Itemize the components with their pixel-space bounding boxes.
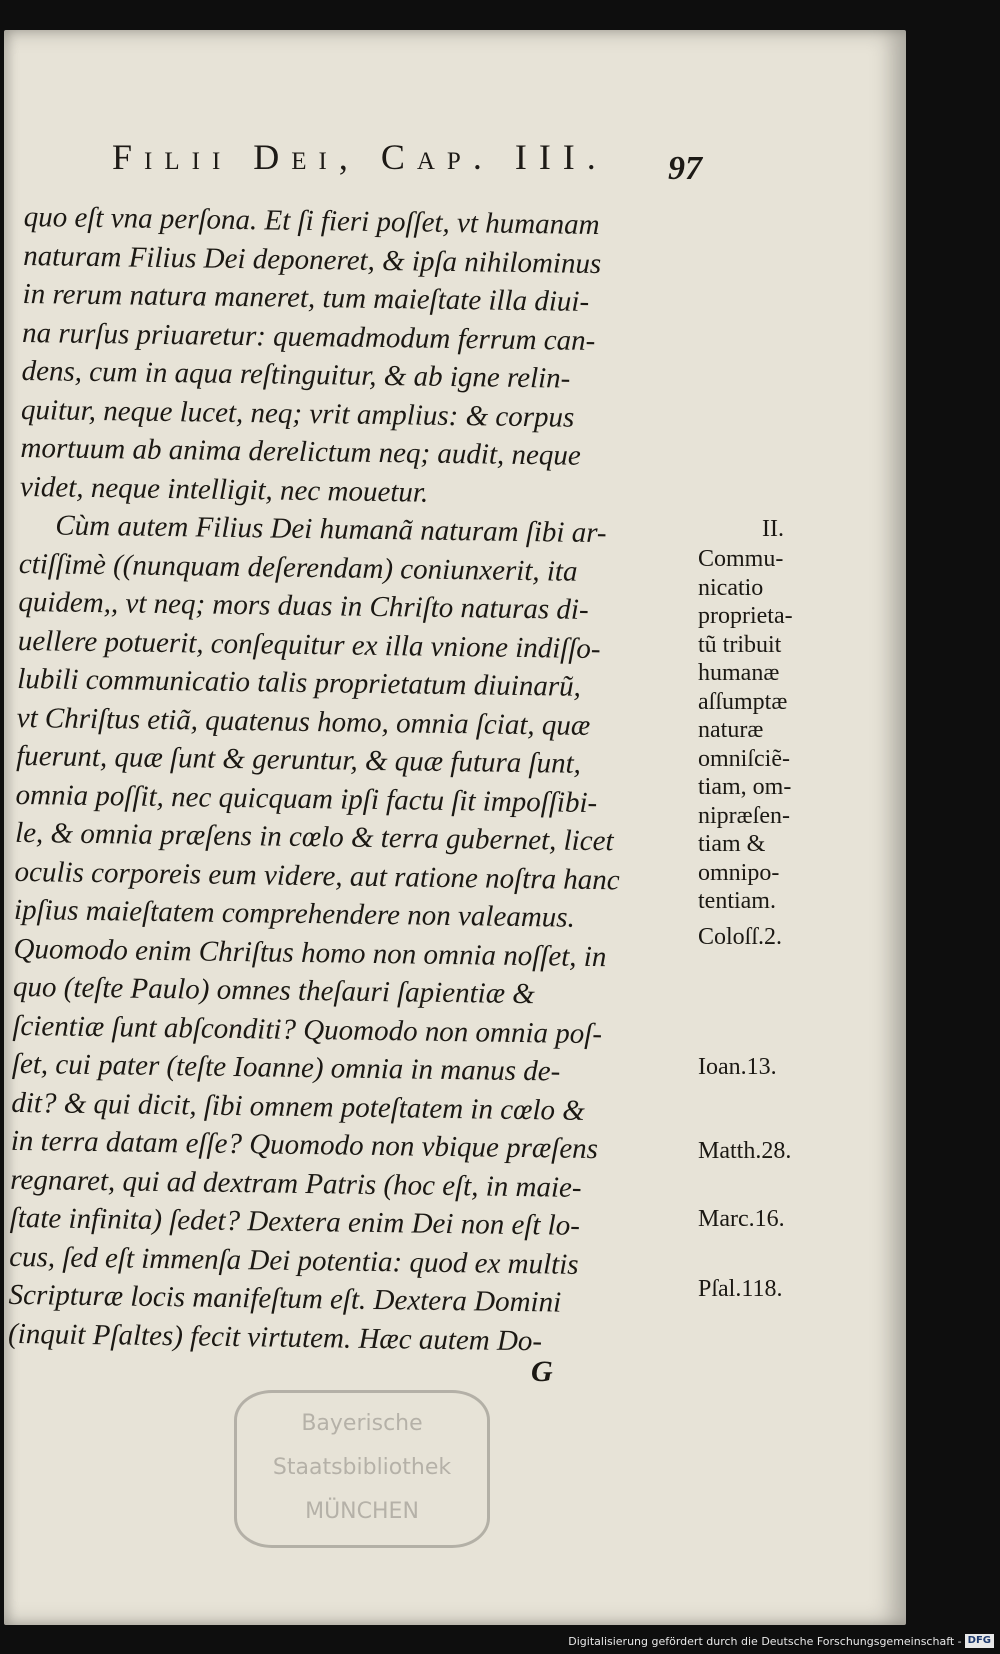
text-line: oculis corporeis eum videre, aut ratione noſtra hanc (14, 855, 620, 896)
margin-line: tiam & (698, 831, 766, 857)
text-line: lubili communicatio talis proprietatum diuinarũ, (17, 662, 582, 703)
margin-line: Commu- (698, 546, 784, 572)
margin-line: humanæ (698, 660, 780, 686)
dfg-logo-icon: DFG (965, 1634, 994, 1648)
signature-mark: G (531, 1355, 553, 1388)
margin-reference: Coloſſ.2. (698, 924, 783, 950)
library-stamp (234, 1390, 490, 1548)
footer-text: Digitalisierung gefördert durch die Deutsche Forschungsgemeinschaft - (568, 1634, 962, 1648)
text-line: quo (teſte Paulo) omnes theſauri ſapientiæ & (12, 970, 536, 1011)
text-line: ſet, cui pater (teſte Ioanne) omnia in manus de- (11, 1047, 561, 1088)
stamp-line: MÜNCHEN (305, 1499, 419, 1524)
text-line: Cùm autem Filius Dei humanã naturam ſibi ar- (55, 509, 607, 550)
stamp-line: Staatsbibliothek (272, 1455, 452, 1480)
text-line: le, & omnia præſens in cœlo & terra gubernet, licet (14, 816, 614, 858)
text-line: dens, cum in aqua reſtinguitur, & ab igne relin- (21, 354, 571, 395)
text-line: fuerunt, quæ ſunt & geruntur, & quæ futura ſunt, (15, 739, 582, 780)
text-line: videt, neque intelligit, nec mouetur. (19, 470, 429, 509)
margin-line: tũ tribuit (698, 631, 782, 658)
margin-reference: Marc.16. (698, 1206, 785, 1232)
margin-line: nicatio (698, 574, 764, 601)
text-line: ipſius maieſtatem comprehendere non valeamus. (13, 893, 576, 934)
text-line: in terra datam eſſe? Quomodo non vbique præſens (10, 1124, 599, 1166)
margin-line: aſſumptæ (698, 688, 788, 715)
page-number: 97 (668, 150, 702, 187)
running-header: Filii Dei, Cap. III. (112, 137, 608, 177)
margin-reference: Pſal.118. (698, 1276, 783, 1302)
margin-line: tiam, om- (698, 774, 792, 800)
text-line: ctiſſimè ((nunquam deſerendam) coniunxerit, ita (18, 547, 578, 588)
text-line: naturam Filius Dei deponeret, & ipſa nihilominus (22, 239, 602, 280)
footer-credit (568, 1632, 994, 1650)
text-line: ſcientiæ ſunt abſconditi? Quomodo non omnia poſ- (12, 1009, 603, 1050)
book-page (4, 30, 906, 1625)
text-line: (inquit Pſaltes) fecit virtutem. Hæc autem Do- (7, 1317, 543, 1357)
text-line: mortuum ab anima derelictum neq; audit, neque (20, 431, 581, 472)
text-line: Scripturæ locis manifeſtum eſt. Dextera Domini (8, 1278, 562, 1319)
text-line: quidem,, vt neq; mors duas in Chriſto naturas di- (18, 585, 589, 626)
text-line: quitur, neque lucet, neq; vrit amplius: & corpus (20, 393, 575, 434)
margin-line: proprieta- (698, 603, 793, 629)
text-line: na rurſus priuaretur: quemadmodum ferrum can- (21, 316, 596, 357)
text-line: Quomodo enim Chriſtus homo non omnia noſſet, in (13, 932, 607, 973)
margin-line: tentiam. (698, 888, 776, 914)
margin-line: nipræſen- (698, 802, 790, 829)
margin-line: omnipo- (698, 859, 780, 886)
body-text (8, 198, 714, 1363)
text-line: cus, ſed eſt immenſa Dei potentia: quod ex multis (8, 1240, 579, 1281)
margin-section-summary (698, 545, 793, 916)
text-line: quo eſt vna perſona. Et ſi fieri poſſet, vt humanam (23, 200, 600, 242)
text-line: regnaret, qui ad dextram Patris (hoc eſt, in maie- (10, 1163, 582, 1204)
text-line: in rerum natura maneret, tum maieſtate illa diui- (22, 277, 590, 318)
margin-line: omniſciẽ- (698, 745, 790, 772)
margin-line: naturæ (698, 717, 764, 743)
margin-reference: Matth.28. (698, 1138, 792, 1164)
text-line: omnia poſſit, nec quicquam ipſi factu ſit impoſſibi- (15, 778, 598, 819)
margin-section-number: II. (762, 516, 784, 542)
text-line: dit? & qui dicit, ſibi omnem poteſtatem in cœlo & (11, 1086, 586, 1127)
stamp-line: Bayerische (301, 1411, 423, 1436)
text-line: ſtate infinita) ſedet? Dextera enim Dei non eſt lo- (9, 1201, 581, 1242)
margin-reference: Ioan.13. (698, 1054, 777, 1080)
text-line: vt Chriſtus etiã, quatenus homo, omnia ſciat, quæ (16, 701, 591, 742)
text-line: uellere potuerit, conſequitur ex illa vnione indiſſo- (17, 624, 601, 665)
